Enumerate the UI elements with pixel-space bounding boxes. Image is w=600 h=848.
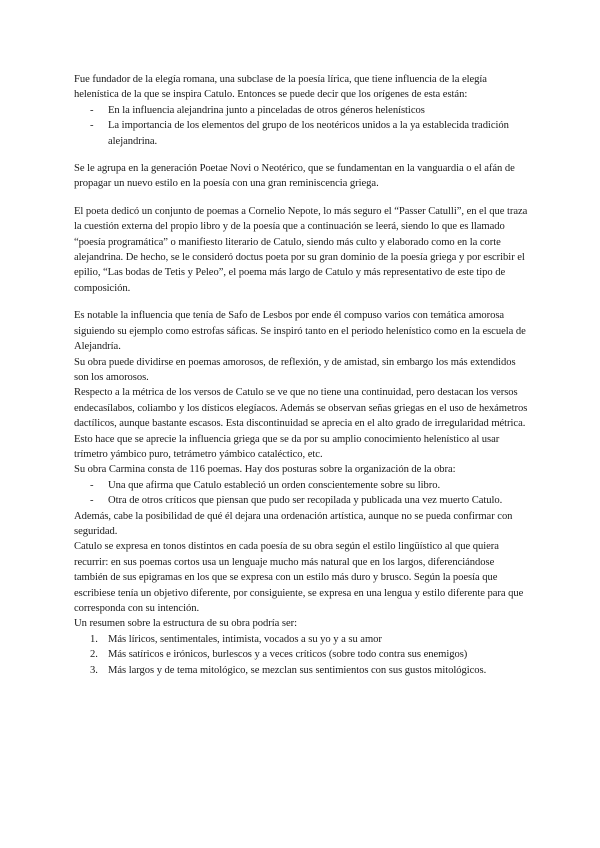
paragraph-influencia-griega: Esto hace que se aprecie la influencia griega que se da por su amplio conocimiento helenístico al usar trímetro yámbico puro, tetrámetro yámbico cataléctico, etc. [74,433,500,460]
paragraph-tonos: Catulo se expresa en tonos distintos en cada poesía de su obra según el estilo lingüístico al que quiera recurrir: en sus poemas cortos usa un lenguaje mucho más natural que en los largos, diferenciándose también de sus epigramas en los que se expresa con un estilo más duro y brusco. Según la poesía que escribiese tenía un objetivo diferente, por consiguiente, se expresa en una lengua y estilo diferente para que corresponda con su intención. [74,541,524,614]
list-item [74,663,530,678]
list-item: - La importancia de los elementos del grupo de los neotéricos unidos a la ya establecida tradición alejandrina. [74,118,530,149]
list-item-text: Más satíricos e irónicos, burlescos y a veces críticos (sobre todo contra sus enemigos) [108,649,468,661]
list-item [74,647,530,662]
paragraph-safo-influence: Es notable la influencia que tenía de Safo de Lesbos por ende él compuso varios con temática amorosa siguiendo su ejemplo como estrofas sáficas. Se inspiró tanto en el periodo helenístico como en la escuela de Alejandría. [74,310,526,353]
paragraph-ordenacion: Además, cabe la posibilidad de qué él dejara una ordenación artística, aunque no se pueda confirmar con seguridad. [74,510,513,537]
paragraph-elegia-origin: Fue fundador de la elegía romana, una subclase de la poesía lírica, que tiene influencia de la elegía helenística de la que se inspira Catulo. Entonces se puede decir que los orígenes de esta están: [74,74,487,101]
postures-list [74,478,530,509]
paragraph-obra-division: Su obra puede dividirse en poemas amorosos, de reflexión, y de amistad, sin embargo los más extendidos son los amorosos. [74,356,516,383]
paragraph-metrica: Respecto a la métrica de los versos de Catulo se ve que no tiene una continuidad, pero destacan los versos endecasílabos, coliambo y los dísticos elegíacos. Además se observan señas griegas en el uso de hexámetros dactílicos, aunque bastante escasos. Esta discontinuidad se aprecia en el alto grado de irregularidad métrica. [74,387,528,430]
document-page [74,72,530,678]
list-number: 1. [90,633,98,645]
origins-list [74,103,530,149]
list-number: 2. [90,649,98,661]
paragraph-carmina: Su obra Carmina consta de 116 poemas. Hay dos posturas sobre la organización de la obra: [74,464,456,476]
list-item: - En la influencia alejandrina junto a pinceladas de otros géneros helenísticos [74,103,530,118]
list-item-text: Más largos y de tema mitológico, se mezclan sus sentimientos con sus gustos mitológicos. [108,664,487,676]
paragraph-resumen-intro: Un resumen sobre la estructura de su obra podría ser: [74,618,297,630]
paragraph-cornelio-nepote: El poeta dedicó un conjunto de poemas a Cornelio Nepote, lo más seguro el “Passer Catulli”, en el que traza la cuestión externa del propio libro y de la poesía que a continuación se leerá, siendo lo que es llamado “poesía programática” o manifiesto literario de Catulo, siendo más culto y elaborado como en la corte alejandrina. De hecho, se le consideró doctus poeta por su gran dominio de la poesía griega y por escribir el epilio, “Las bodas de Tetis y Peleo”, el poema más largo de Catulo y más representativo de este tipo de composición. [74,205,528,294]
list-item: - Una que afirma que Catulo estableció un orden conscientemente sobre su libro. [74,478,530,493]
paragraph-generation: Se le agrupa en la generación Poetae Novi o Neotérico, que se fundamentan en la vanguardia o el afán de propagar un nuevo estilo en la poesía con una gran reminiscencia griega. [74,163,515,190]
list-item [74,632,530,647]
list-item: - Otra de otros críticos que piensan que pudo ser recopilada y publicada una vez muerto Catulo. [74,493,530,508]
list-number: 3. [90,664,98,676]
list-item-text: Más líricos, sentimentales, intimista, vocados a su yo y a su amor [108,633,382,645]
structure-list [74,632,530,678]
